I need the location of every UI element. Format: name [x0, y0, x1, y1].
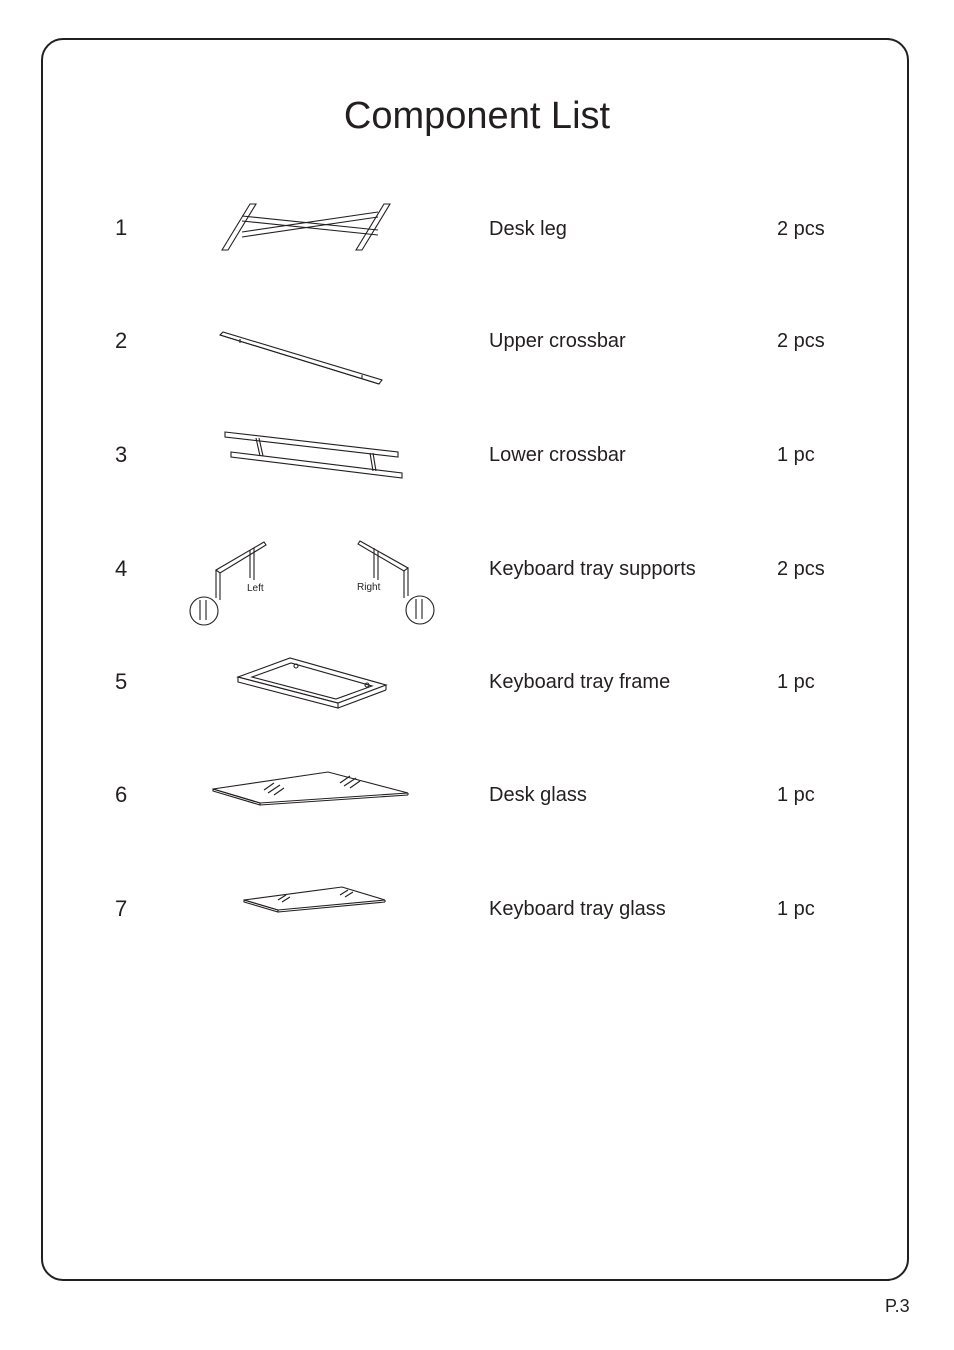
- component-quantity: 1 pc: [777, 784, 815, 806]
- right-label: Right: [357, 582, 381, 593]
- component-number: 7: [115, 896, 128, 921]
- component-row: [0, 326, 954, 426]
- component-quantity: 1 pc: [777, 898, 815, 920]
- component-number: 3: [115, 442, 128, 467]
- component-quantity: 2 pcs: [777, 218, 825, 240]
- component-quantity: 2 pcs: [777, 558, 825, 580]
- component-name: Keyboard tray glass: [489, 898, 666, 920]
- component-number: 1: [115, 215, 128, 240]
- lower-crossbar-illustration: [180, 428, 450, 488]
- desk-glass-illustration: [180, 768, 450, 828]
- left-label: Left: [247, 583, 264, 594]
- component-name: Desk leg: [489, 218, 567, 240]
- component-quantity: 1 pc: [777, 671, 815, 693]
- component-number: 2: [115, 328, 128, 353]
- keyboard-tray-supports-illustration: [180, 536, 450, 631]
- keyboard-tray-glass-illustration: [180, 884, 450, 934]
- component-name: Lower crossbar: [489, 444, 626, 466]
- component-row: [0, 554, 954, 654]
- component-row: [0, 213, 954, 313]
- page-number: P.3: [885, 1296, 910, 1316]
- desk-leg-illustration: [180, 200, 450, 260]
- component-row: [0, 894, 954, 994]
- component-name: Desk glass: [489, 784, 587, 806]
- component-number: 5: [115, 669, 128, 694]
- component-name: Keyboard tray frame: [489, 671, 671, 693]
- component-row: [0, 667, 954, 767]
- component-number: 6: [115, 782, 128, 807]
- component-quantity: 2 pcs: [777, 330, 825, 352]
- component-row: [0, 440, 954, 540]
- upper-crossbar-illustration: [180, 326, 450, 396]
- component-name: Upper crossbar: [489, 330, 626, 352]
- component-row: [0, 780, 954, 880]
- component-quantity: 1 pc: [777, 444, 815, 466]
- component-number: 4: [115, 556, 128, 581]
- page-title: Component List: [343, 95, 611, 137]
- keyboard-tray-frame-illustration: [180, 655, 450, 715]
- component-name: Keyboard tray supports: [489, 558, 696, 580]
